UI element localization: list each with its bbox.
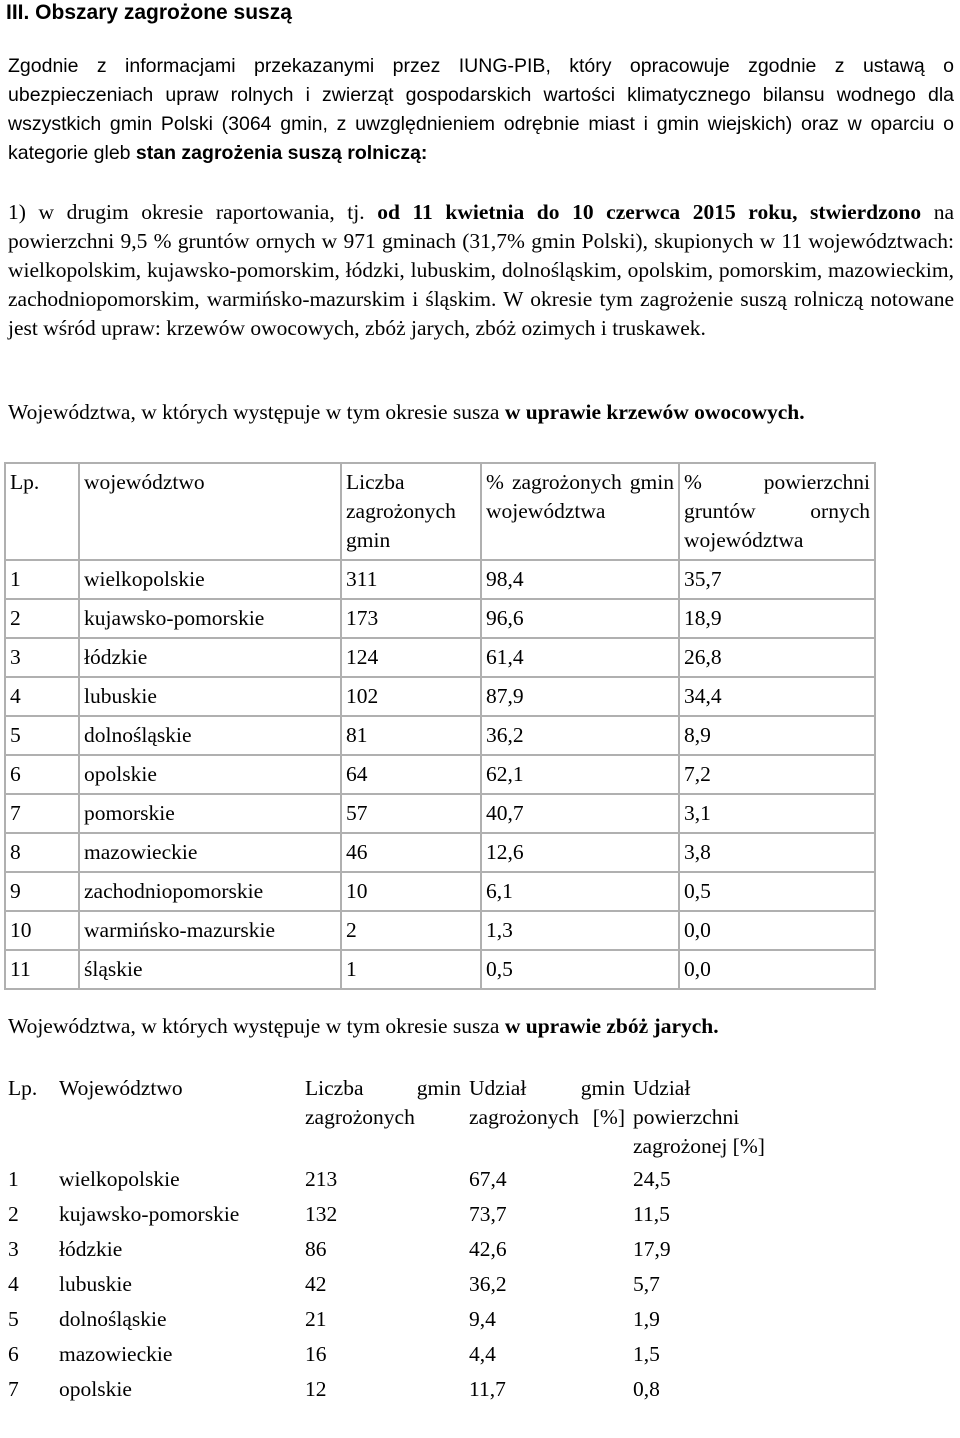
cell-lp: 5 [8, 1307, 19, 1331]
column-header-percent-arable-land: % powierzchni gruntów ornych województwa [679, 463, 875, 560]
cell-percent-arable-land: 0,0 [679, 911, 875, 950]
table-row [5, 599, 875, 638]
cell-municipality-share: 73,7 [469, 1202, 507, 1226]
column-header-lp: Lp. [8, 1076, 38, 1100]
reporting-period-paragraph [8, 198, 954, 343]
cell-lp: 9 [5, 872, 79, 911]
cell-voivodeship: wielkopolskie [59, 1167, 180, 1191]
cell-lp: 1 [8, 1167, 19, 1191]
cell-voivodeship: pomorskie [79, 794, 341, 833]
cell-municipality-count: 102 [341, 677, 481, 716]
cell-area-share: 1,9 [633, 1307, 660, 1331]
column-header-municipality-count: Liczba zagrożonych gmin [341, 463, 481, 560]
cell-lp: 1 [5, 560, 79, 599]
cell-percent-municipalities: 1,3 [481, 911, 679, 950]
cell-lp: 7 [8, 1377, 19, 1401]
cell-lp: 2 [8, 1202, 19, 1226]
cell-voivodeship: kujawsko-pomorskie [79, 599, 341, 638]
cell-voivodeship: opolskie [79, 755, 341, 794]
cell-voivodeship: kujawsko-pomorskie [59, 1202, 240, 1226]
cell-percent-municipalities: 36,2 [481, 716, 679, 755]
cell-voivodeship: mazowieckie [59, 1342, 173, 1366]
table-row [5, 794, 875, 833]
cell-municipality-count: 10 [341, 872, 481, 911]
cell-voivodeship: opolskie [59, 1377, 132, 1401]
column-header-municipality-count: Liczba gmin zagrożonych [305, 1076, 461, 1129]
cell-municipality-count: 173 [341, 599, 481, 638]
section2-bold: w uprawie zbóż jarych. [504, 1014, 719, 1038]
cell-lp: 11 [5, 950, 79, 989]
cell-lp: 4 [5, 677, 79, 716]
cell-municipality-count: 1 [341, 950, 481, 989]
spring-cereals-section-title [8, 1012, 954, 1041]
column-header-voivodeship: województwo [79, 463, 341, 560]
cell-voivodeship: dolnośląskie [79, 716, 341, 755]
cell-lp: 3 [5, 638, 79, 677]
cell-municipality-count: 12 [305, 1377, 327, 1401]
point-rest: na powierzchni 9,5 % gruntów ornych w 971 gminach (31,7% gmin Polski), skupionych w 11 województwach: wielkopolskim, kujawsko-pomorskim, łódzki, lubuskim, dolnośląskim, opolskim, pomorskim, mazowieckim, zachodniopomorskim, warmińsko-mazurskim i śląskim. W okresie tym zagrożenie suszą rolniczą notowane jest wśród upraw: krzewów owocowych, zbóż jarych, zbóż ozimych i truskawek. [8, 200, 955, 340]
cell-municipality-share: 9,4 [469, 1307, 496, 1331]
table-row [5, 638, 875, 677]
cell-lp: 2 [5, 599, 79, 638]
table-row [4, 1233, 787, 1268]
table-row [4, 1338, 787, 1373]
table-row [4, 1303, 787, 1338]
cell-municipality-count: 132 [305, 1202, 338, 1226]
cell-percent-arable-land: 8,9 [679, 716, 875, 755]
section2-text: Województwa, w których występuje w tym okresie susza [8, 1014, 505, 1038]
column-header-voivodeship: Województwo [59, 1076, 183, 1100]
fruit-bushes-table [4, 462, 876, 990]
cell-percent-arable-land: 3,8 [679, 833, 875, 872]
section-heading: III. Obszary zagrożone suszą [6, 1, 292, 24]
cell-voivodeship: dolnośląskie [59, 1307, 167, 1331]
table-row [5, 677, 875, 716]
cell-municipality-count: 311 [341, 560, 481, 599]
cell-area-share: 0,8 [633, 1377, 660, 1401]
cell-percent-municipalities: 98,4 [481, 560, 679, 599]
cell-municipality-count: 86 [305, 1237, 327, 1261]
cell-municipality-share: 36,2 [469, 1272, 507, 1296]
cell-lp: 6 [5, 755, 79, 794]
table-row [5, 716, 875, 755]
cell-percent-municipalities: 40,7 [481, 794, 679, 833]
table-row [4, 1163, 787, 1198]
table-header-row [5, 463, 875, 560]
cell-lp: 6 [8, 1342, 19, 1366]
table-row [5, 833, 875, 872]
cell-municipality-count: 21 [305, 1307, 327, 1331]
column-header-lp: Lp. [5, 463, 79, 560]
section1-bold: w uprawie krzewów owocowych. [504, 400, 805, 424]
table-row [4, 1268, 787, 1303]
cell-percent-municipalities: 62,1 [481, 755, 679, 794]
section1-text: Województwa, w których występuje w tym okresie susza [8, 400, 505, 424]
cell-percent-municipalities: 96,6 [481, 599, 679, 638]
cell-municipality-count: 46 [341, 833, 481, 872]
intro-paragraph [8, 52, 954, 168]
cell-voivodeship: zachodniopomorskie [79, 872, 341, 911]
table-header-row [4, 1072, 787, 1163]
intro-text: Zgodnie z informacjami przekazanymi przez IUNG-PIB, który opracowuje zgodnie z ustawą o ubezpieczeniach upraw rolnych i zwierząt gospodarskich wartości klimatycznego bilansu wodnego dla wszystkich gmin Polski (3064 gmin, z uwzględnieniem odrębnie miast i gmin wiejskich) oraz w oparciu o kategorie gleb [8, 55, 954, 164]
cell-municipality-share: 4,4 [469, 1342, 496, 1366]
fruit-bushes-section-title [8, 398, 954, 427]
cell-municipality-count: 64 [341, 755, 481, 794]
cell-percent-arable-land: 34,4 [679, 677, 875, 716]
cell-municipality-count: 42 [305, 1272, 327, 1296]
cell-percent-municipalities: 6,1 [481, 872, 679, 911]
table-row [5, 950, 875, 989]
cell-percent-municipalities: 12,6 [481, 833, 679, 872]
intro-bold-text: stan zagrożenia suszą rolniczą: [135, 142, 428, 164]
cell-area-share: 24,5 [633, 1167, 671, 1191]
cell-percent-arable-land: 35,7 [679, 560, 875, 599]
cell-lp: 4 [8, 1272, 19, 1296]
table-row [5, 560, 875, 599]
cell-area-share: 17,9 [633, 1237, 671, 1261]
table-row [5, 911, 875, 950]
cell-municipality-count: 213 [305, 1167, 338, 1191]
point-bold: od 11 kwietnia do 10 czerwca 2015 roku, stwierdzono [377, 200, 922, 224]
cell-municipality-count: 2 [341, 911, 481, 950]
cell-area-share: 5,7 [633, 1272, 660, 1296]
table-row [4, 1198, 787, 1233]
cell-voivodeship: wielkopolskie [79, 560, 341, 599]
cell-area-share: 1,5 [633, 1342, 660, 1366]
cell-municipality-count: 16 [305, 1342, 327, 1366]
cell-municipality-count: 57 [341, 794, 481, 833]
cell-municipality-count: 81 [341, 716, 481, 755]
column-header-municipality-share: Udział gmin zagrożonych [%] [469, 1076, 625, 1129]
cell-area-share: 11,5 [633, 1202, 670, 1226]
column-header-area-share: Udział powierzchni zagrożonej [%] [633, 1076, 765, 1158]
table-row [4, 1373, 787, 1408]
cell-municipality-count: 124 [341, 638, 481, 677]
cell-voivodeship: mazowieckie [79, 833, 341, 872]
cell-voivodeship: łódzkie [79, 638, 341, 677]
cell-percent-municipalities: 61,4 [481, 638, 679, 677]
table-row [5, 755, 875, 794]
cell-lp: 5 [5, 716, 79, 755]
fruit-bushes-table-body [5, 560, 875, 989]
cell-lp: 8 [5, 833, 79, 872]
cell-lp: 10 [5, 911, 79, 950]
cell-percent-arable-land: 0,0 [679, 950, 875, 989]
cell-municipality-share: 67,4 [469, 1167, 507, 1191]
cell-percent-arable-land: 7,2 [679, 755, 875, 794]
cell-municipality-share: 11,7 [469, 1377, 506, 1401]
cell-percent-municipalities: 87,9 [481, 677, 679, 716]
column-header-percent-municipalities: % zagrożonych gmin województwa [481, 463, 679, 560]
cell-percent-arable-land: 18,9 [679, 599, 875, 638]
cell-percent-arable-land: 26,8 [679, 638, 875, 677]
cell-lp: 7 [5, 794, 79, 833]
cell-lp: 3 [8, 1237, 19, 1261]
cell-voivodeship: śląskie [79, 950, 341, 989]
cell-municipality-share: 42,6 [469, 1237, 507, 1261]
cell-voivodeship: łódzkie [59, 1237, 123, 1261]
point-lead: 1) w drugim okresie raportowania, tj. [8, 200, 378, 224]
cell-percent-arable-land: 3,1 [679, 794, 875, 833]
spring-cereals-table [4, 1072, 787, 1408]
cell-percent-municipalities: 0,5 [481, 950, 679, 989]
spring-cereals-table-body [4, 1163, 787, 1408]
cell-voivodeship: lubuskie [79, 677, 341, 716]
table-row [5, 872, 875, 911]
cell-percent-arable-land: 0,5 [679, 872, 875, 911]
cell-voivodeship: lubuskie [59, 1272, 132, 1296]
cell-voivodeship: warmińsko-mazurskie [79, 911, 341, 950]
